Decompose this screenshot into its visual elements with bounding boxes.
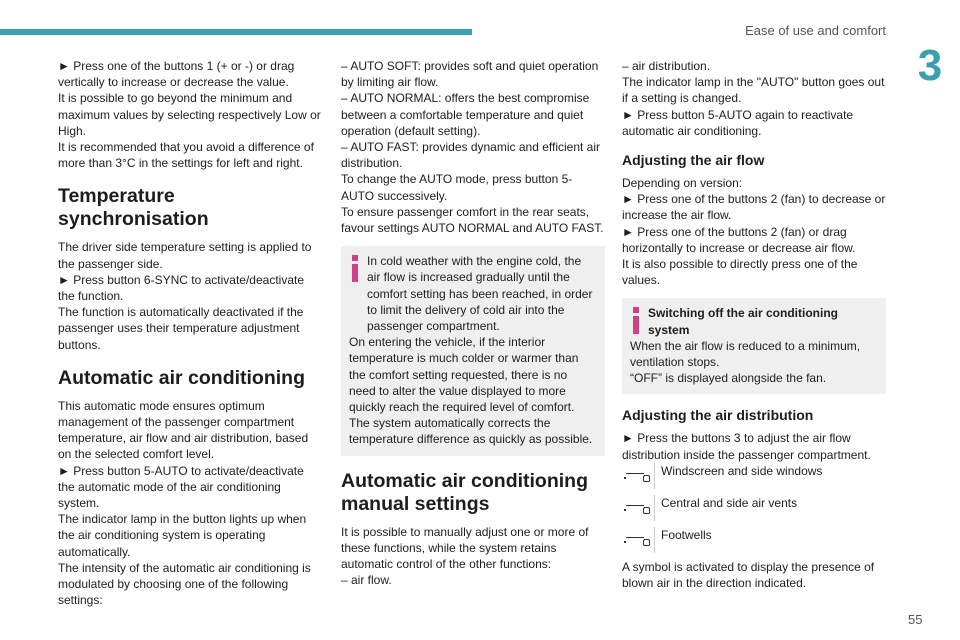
- paragraph: The indicator lamp in the "AUTO" button goes out if a setting is changed.: [622, 75, 885, 106]
- symbol-label: Windscreen and side windows: [661, 463, 823, 478]
- footwell-vent-icon: [622, 527, 655, 553]
- paragraph: ► Press button 5-AUTO to activate/deactivate the automatic mode of the air conditioning system.: [58, 463, 304, 511]
- paragraph: It is possible to manually adjust one or more of these functions, while the system retains automatic control of the other functions:: [341, 524, 589, 572]
- note-text: “OFF” is displayed alongside the fan.: [630, 371, 827, 386]
- symbol-row: [622, 495, 886, 527]
- heading-temperature-sync: Temperature synchronisation: [58, 185, 209, 231]
- central-vent-icon: [622, 495, 655, 521]
- symbol-row: [622, 527, 886, 559]
- note-text: On entering the vehicle, if the interior temperature is much colder or warmer than the comfort setting requested, there is no need to alter the value displayed to more quickly reach the required level of comfort.: [349, 335, 579, 415]
- paragraph: – AUTO SOFT: provides soft and quiet operation by limiting air flow.: [341, 59, 599, 90]
- paragraph: – AUTO NORMAL: offers the best compromise between a comfortable temperature and quiet operation (default setting).: [341, 91, 590, 138]
- paragraph: – air flow.: [341, 573, 392, 588]
- column-1: [58, 58, 322, 608]
- paragraph: It is recommended that you avoid a difference of more than 3°C in the settings for left and right.: [58, 140, 314, 171]
- symbol-label: Central and side air vents: [661, 495, 798, 510]
- paragraph: A symbol is activated to display the presence of blown air in the direction indicated.: [622, 559, 875, 591]
- note-text: The system automatically corrects the temperature difference as quickly as possible.: [349, 416, 593, 447]
- section-title: Ease of use and comfort: [745, 23, 886, 38]
- note-text: In cold weather with the engine cold, the air flow is increased gradually until the comfort setting has been reached, in order to limit the delivery of cold air into the passenger compartment.: [367, 254, 593, 334]
- note-text: When the air flow is reduced to a minimum, ventilation stops.: [630, 338, 861, 370]
- heading-air-distribution: Adjusting the air distribution: [622, 407, 814, 424]
- info-icon: [632, 307, 640, 334]
- paragraph: It is also possible to directly press one of the values.: [622, 257, 858, 288]
- heading-manual-settings: Automatic air conditioning manual settings: [341, 469, 588, 515]
- paragraph: Depending on version:: [622, 176, 743, 191]
- paragraph: ► Press button 5-AUTO again to reactivate automatic air conditioning.: [622, 107, 854, 138]
- windscreen-vent-icon: [622, 463, 655, 489]
- page-number: 55: [908, 612, 923, 627]
- header-accent-bar: [0, 29, 472, 35]
- paragraph: The intensity of the automatic air conditioning is modulated by choosing one of the following settings:: [58, 560, 311, 608]
- heading-air-flow: Adjusting the air flow: [622, 152, 765, 169]
- info-note: [622, 298, 886, 394]
- paragraph: To change the AUTO mode, press button 5-AUTO successively.: [341, 172, 573, 203]
- symbol-label: Footwells: [661, 527, 712, 542]
- paragraph: This automatic mode ensures optimum management of the passenger compartment temperature, air flow and air distribution, based on the selected comfort level.: [58, 398, 309, 462]
- paragraph: The indicator lamp in the button lights up when the air conditioning system is operating automatically.: [58, 512, 307, 559]
- paragraph: – air distribution.: [622, 59, 711, 73]
- column-3: [622, 58, 886, 591]
- column-2: [341, 58, 605, 588]
- note-title: Switching off the air conditioning system: [648, 306, 838, 337]
- paragraph: The function is automatically deactivated if the passenger uses their temperature adjustment buttons.: [58, 305, 304, 352]
- paragraph: ► Press button 6-SYNC to activate/deactivate the function.: [58, 272, 304, 304]
- heading-automatic-ac: Automatic air conditioning: [58, 366, 305, 389]
- info-icon: [351, 255, 359, 282]
- paragraph: The driver side temperature setting is applied to the passenger side.: [58, 240, 312, 271]
- paragraph: It is possible to go beyond the minimum and maximum values by selecting respectively Low or High.: [58, 91, 321, 138]
- paragraph: To ensure passenger comfort in the rear seats, favour settings AUTO NORMAL and AUTO FAST.: [341, 204, 604, 236]
- paragraph: – AUTO FAST: provides dynamic and efficient air distribution.: [341, 140, 601, 171]
- chapter-number: 3: [917, 41, 943, 90]
- paragraph: ► Press the buttons 3 to adjust the air flow distribution inside the passenger compartment.: [622, 431, 871, 462]
- paragraph: ► Press one of the buttons 1 (+ or -) or drag vertically to increase or decrease the value.: [58, 59, 295, 90]
- symbol-row: [622, 463, 886, 495]
- info-note: [341, 246, 605, 455]
- paragraph: ► Press one of the buttons 2 (fan) to decrease or increase the air flow.: [622, 192, 886, 223]
- paragraph: ► Press one of the buttons 2 (fan) or drag horizontally to increase or decrease air flow.: [622, 224, 856, 255]
